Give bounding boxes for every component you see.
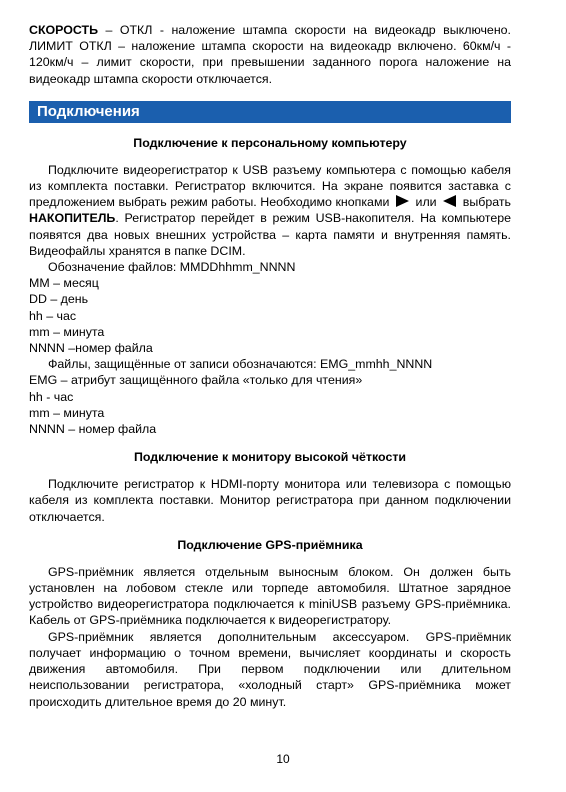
naming-line: MM – месяц [29,276,99,291]
gps-paragraph-2: GPS-приёмник является дополнительным аксессуаром. GPS-приёмник получает информацию о точном времени, вычисляет координаты и скорость движения автомобиля. При первом подключении или длительном неиспользовании регистратора, «холодный старт» GPS-приёмника может происходить длительное время до 20 минут. [29,629,511,709]
protected-line: mm – минута [29,405,105,420]
protected-files: Файлы, защищённые от записи обозначаются: EMG_mmhh_NNNN [48,357,433,372]
pc-text-c: выбрать [462,195,511,210]
speed-lead: СКОРОСТЬ [29,23,99,37]
pc-heading: Подключение к персональному компьютеру [133,135,407,150]
speed-text: – ОТКЛ - наложение штампа скорости на видеокадр выключено. ЛИМИТ ОТКЛ – наложение штампа скорости на видеокадр включено. 60км/ч - 120км/ч – лимит скорости, при превышении заданного порога наложение на видеокадр штампа скорости отключается. [29,23,511,86]
pc-text-b: или [415,195,437,210]
gps-heading: Подключение GPS-приёмника [177,537,363,552]
pc-paragraph [29,162,511,259]
protected-line: EMG – атрибут защищённого файла «только для чтения» [29,373,363,388]
hdmi-heading: Подключение к монитору высокой чёткости [133,450,407,465]
hdmi-paragraph: Подключите регистратор к HDMI-порту монитора или телевизора с помощью кабеля из комплекта поставки. Монитор регистратора при данном подключении отключается. [29,477,511,524]
speed-paragraph [29,22,511,87]
protected-line: NNNN – номер файла [29,422,157,437]
naming-line: mm – минута [29,324,105,339]
pc-text-a: Подключите видеорегистратор к USB разъему компьютера с помощью кабеля из комплекта поставки. Регистратор включится. На экране появится заставка с предложением выбрать режим работы. Необходимо кнопками [29,162,511,210]
pc-text-bold: НАКОПИТЕЛЬ [29,211,116,226]
manual-page [29,22,511,710]
naming-line: DD – день [29,292,89,307]
triangle-right-icon [396,195,409,207]
naming-line: hh – час [29,308,77,323]
section-title: Подключения [37,102,140,120]
file-naming: Обозначение файлов: MMDDhhmm_NNNN [48,260,296,275]
gps-paragraph-1: GPS-приёмник является отдельным выносным блоком. Он должен быть установлен на лобовом стекле или торпеде автомобиля. Штатное зарядное устройство видеорегистратора подключается к miniUSB разъему GPS-приёмника. Кабель от GPS-приёмника подключается к видеорегистратору. [29,564,511,628]
naming-line: NNNN –номер файла [29,341,153,356]
page-number: 10 [276,752,290,766]
triangle-left-icon [443,195,456,207]
section-title-bar [29,101,511,123]
protected-line: hh - час [29,389,74,404]
pc-text-d: . Регистратор перейдет в режим USB-накопителя. На компьютере появятся два новых внешних устройства – карта памяти и внутренняя память. Видеофайлы хранятся в папке DCIM. [29,211,511,258]
